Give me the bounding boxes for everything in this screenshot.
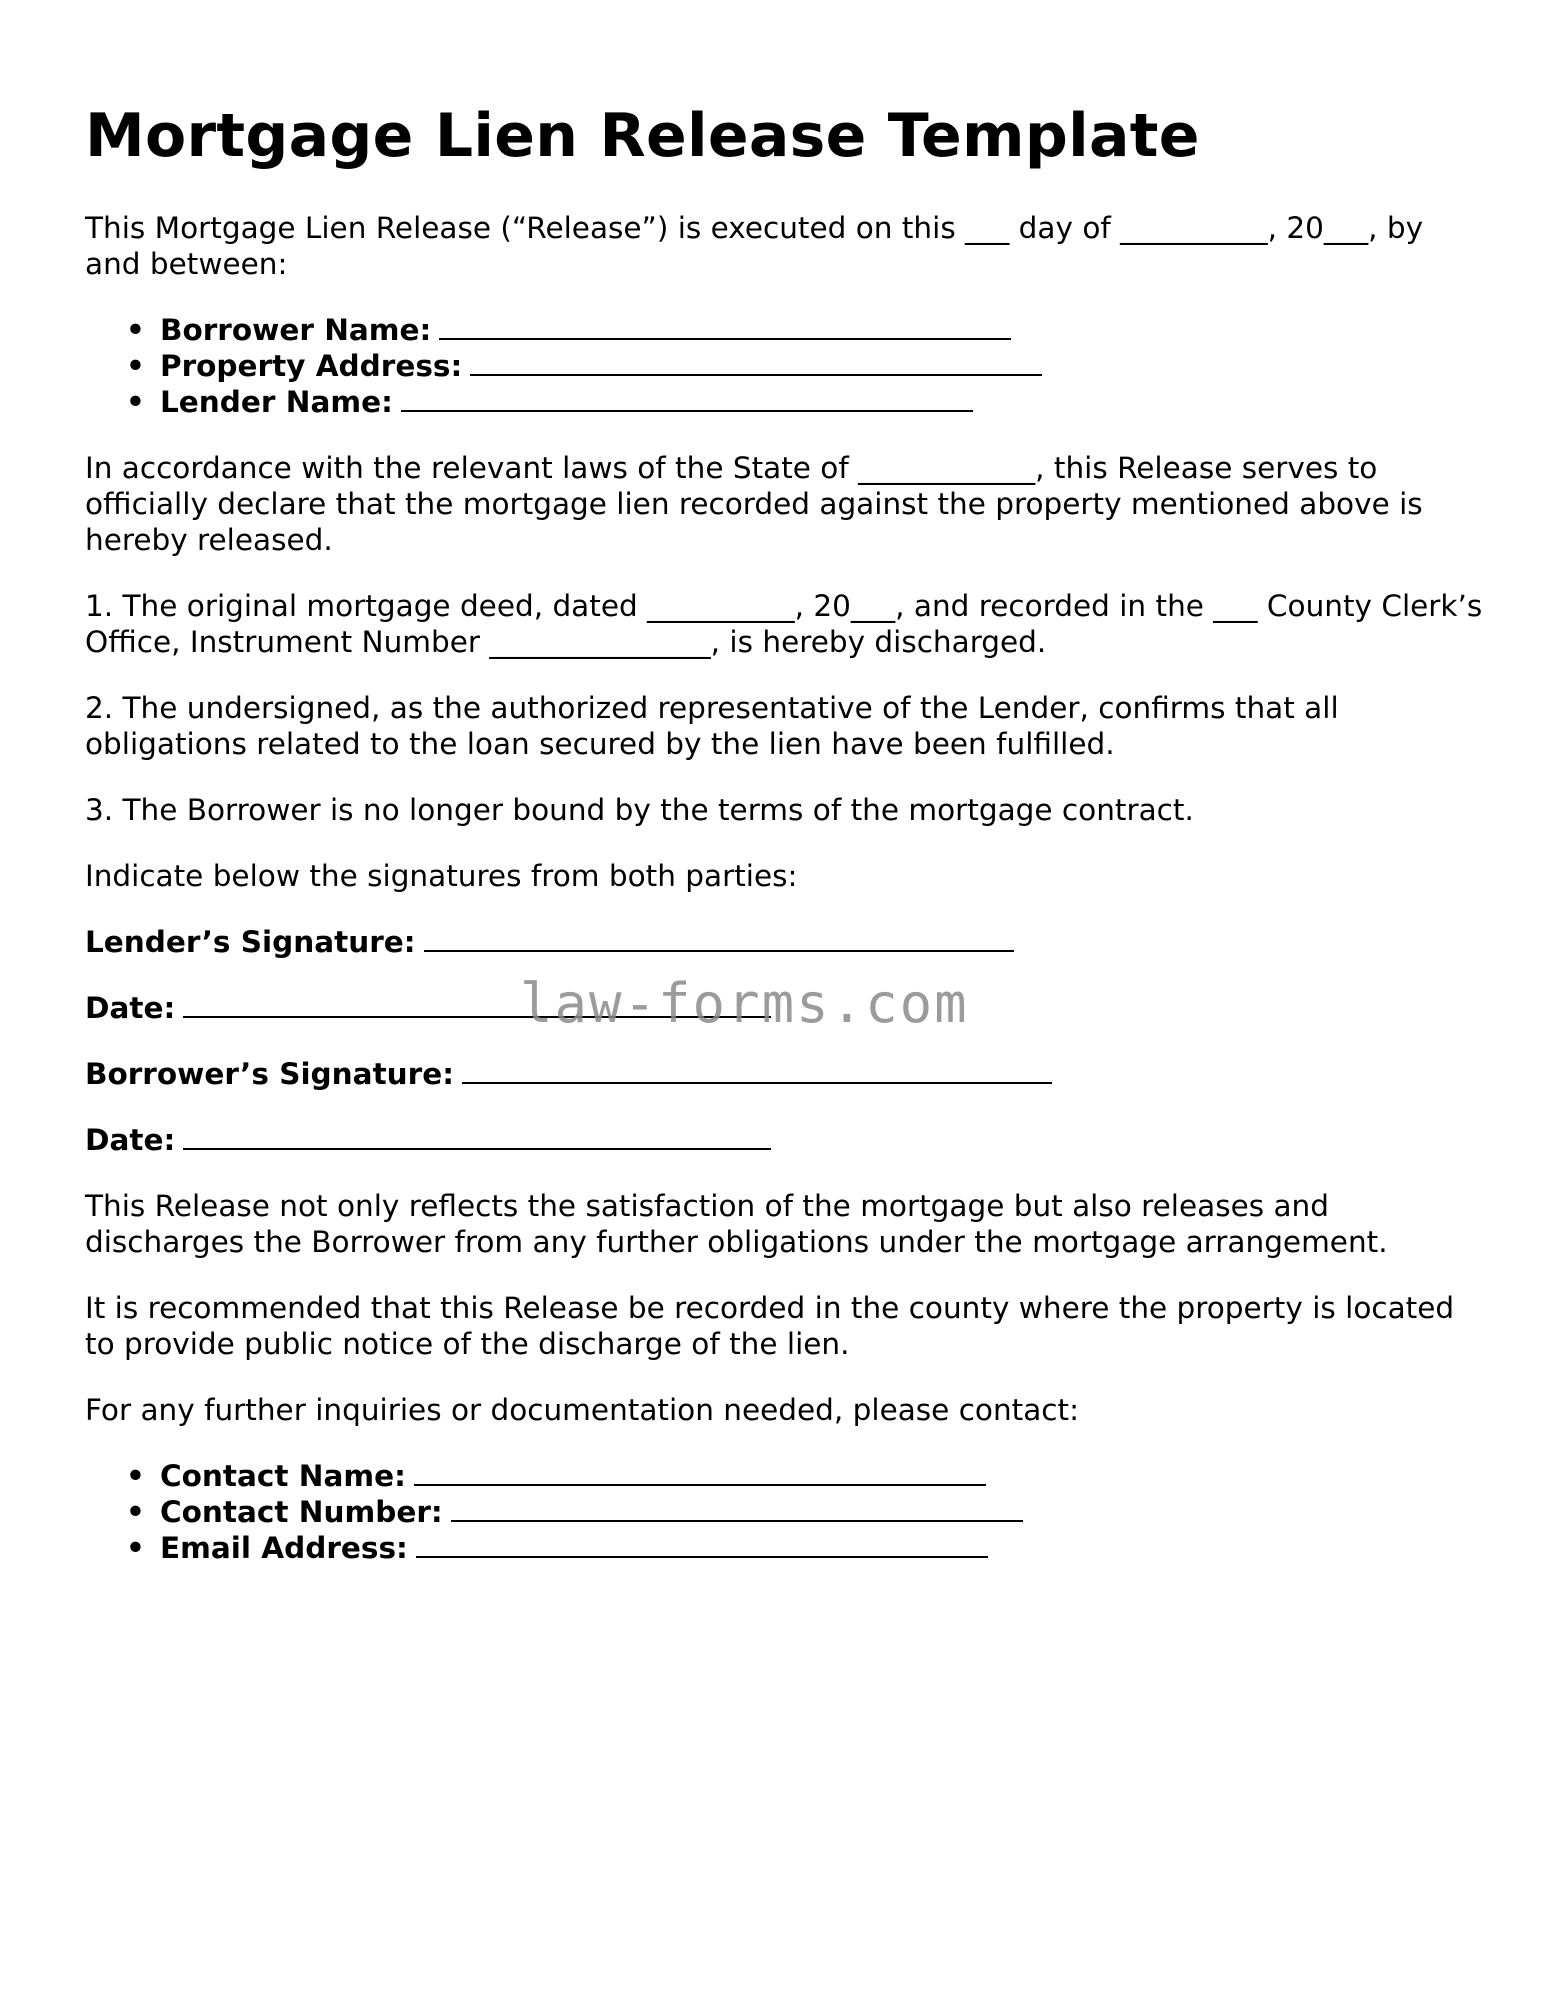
contact-number-field[interactable]: [451, 1494, 1023, 1522]
parties-list: [85, 312, 1485, 420]
closing-paragraph-1: This Release not only reflects the satisfaction of the mortgage but also releases and discharges the Borrower from any further obligations under the mortgage arrangement.: [85, 1189, 1388, 1259]
borrower-name-field[interactable]: [439, 312, 1011, 340]
document-page: [85, 100, 1485, 1596]
list-item: [160, 1494, 1485, 1530]
lender-date-label: Date:: [85, 991, 176, 1025]
contact-name-label: Contact Name:: [160, 1459, 406, 1493]
property-address-field[interactable]: [470, 348, 1042, 376]
borrower-date-row: [85, 1122, 1485, 1158]
email-address-field[interactable]: [416, 1530, 988, 1558]
property-address-label: Property Address:: [160, 349, 463, 383]
borrower-date-label: Date:: [85, 1123, 176, 1157]
intro-paragraph: This Mortgage Lien Release (“Release”) is executed on this ___ day of __________, 20___, by and between:: [85, 211, 1424, 281]
signatures-intro: Indicate below the signatures from both parties:: [85, 859, 798, 893]
list-item: [160, 1458, 1485, 1494]
closing-paragraph-3: For any further inquiries or documentation needed, please contact:: [85, 1393, 1080, 1427]
lender-name-field[interactable]: [401, 384, 973, 412]
accordance-paragraph: In accordance with the relevant laws of the State of ____________, this Release serves to officially declare that the mortgage lien recorded against the property mentioned above is hereby released.: [85, 451, 1423, 557]
lender-name-label: Lender Name:: [160, 385, 393, 419]
contacts-list: [85, 1458, 1485, 1566]
borrower-signature-row: [85, 1056, 1485, 1092]
list-item: [160, 312, 1485, 348]
list-item: [160, 1530, 1485, 1566]
closing-paragraph-2: It is recommended that this Release be recorded in the county where the property is located to provide public notice of the discharge of the lien.: [85, 1291, 1455, 1361]
email-address-label: Email Address:: [160, 1531, 408, 1565]
lender-signature-field[interactable]: [424, 924, 1014, 952]
clause-1: 1. The original mortgage deed, dated __________, 20___, and recorded in the ___ County Clerk’s Office, Instrument Number _______________, is hereby discharged.: [85, 589, 1483, 659]
borrower-date-field[interactable]: [183, 1122, 771, 1150]
lender-signature-label: Lender’s Signature:: [85, 925, 416, 959]
clause-3: 3. The Borrower is no longer bound by the terms of the mortgage contract.: [85, 793, 1194, 827]
borrower-name-label: Borrower Name:: [160, 313, 432, 347]
list-item: [160, 348, 1485, 384]
watermark: law-forms.com: [520, 972, 969, 1035]
list-item: [160, 384, 1485, 420]
borrower-signature-field[interactable]: [462, 1056, 1052, 1084]
clause-2: 2. The undersigned, as the authorized representative of the Lender, confirms that all obligations related to the loan secured by the lien have been fulfilled.: [85, 691, 1339, 761]
contact-number-label: Contact Number:: [160, 1495, 443, 1529]
contact-name-field[interactable]: [414, 1458, 986, 1486]
lender-signature-row: [85, 924, 1485, 960]
borrower-signature-label: Borrower’s Signature:: [85, 1057, 455, 1091]
document-title: Mortgage Lien Release Template: [85, 101, 1200, 171]
